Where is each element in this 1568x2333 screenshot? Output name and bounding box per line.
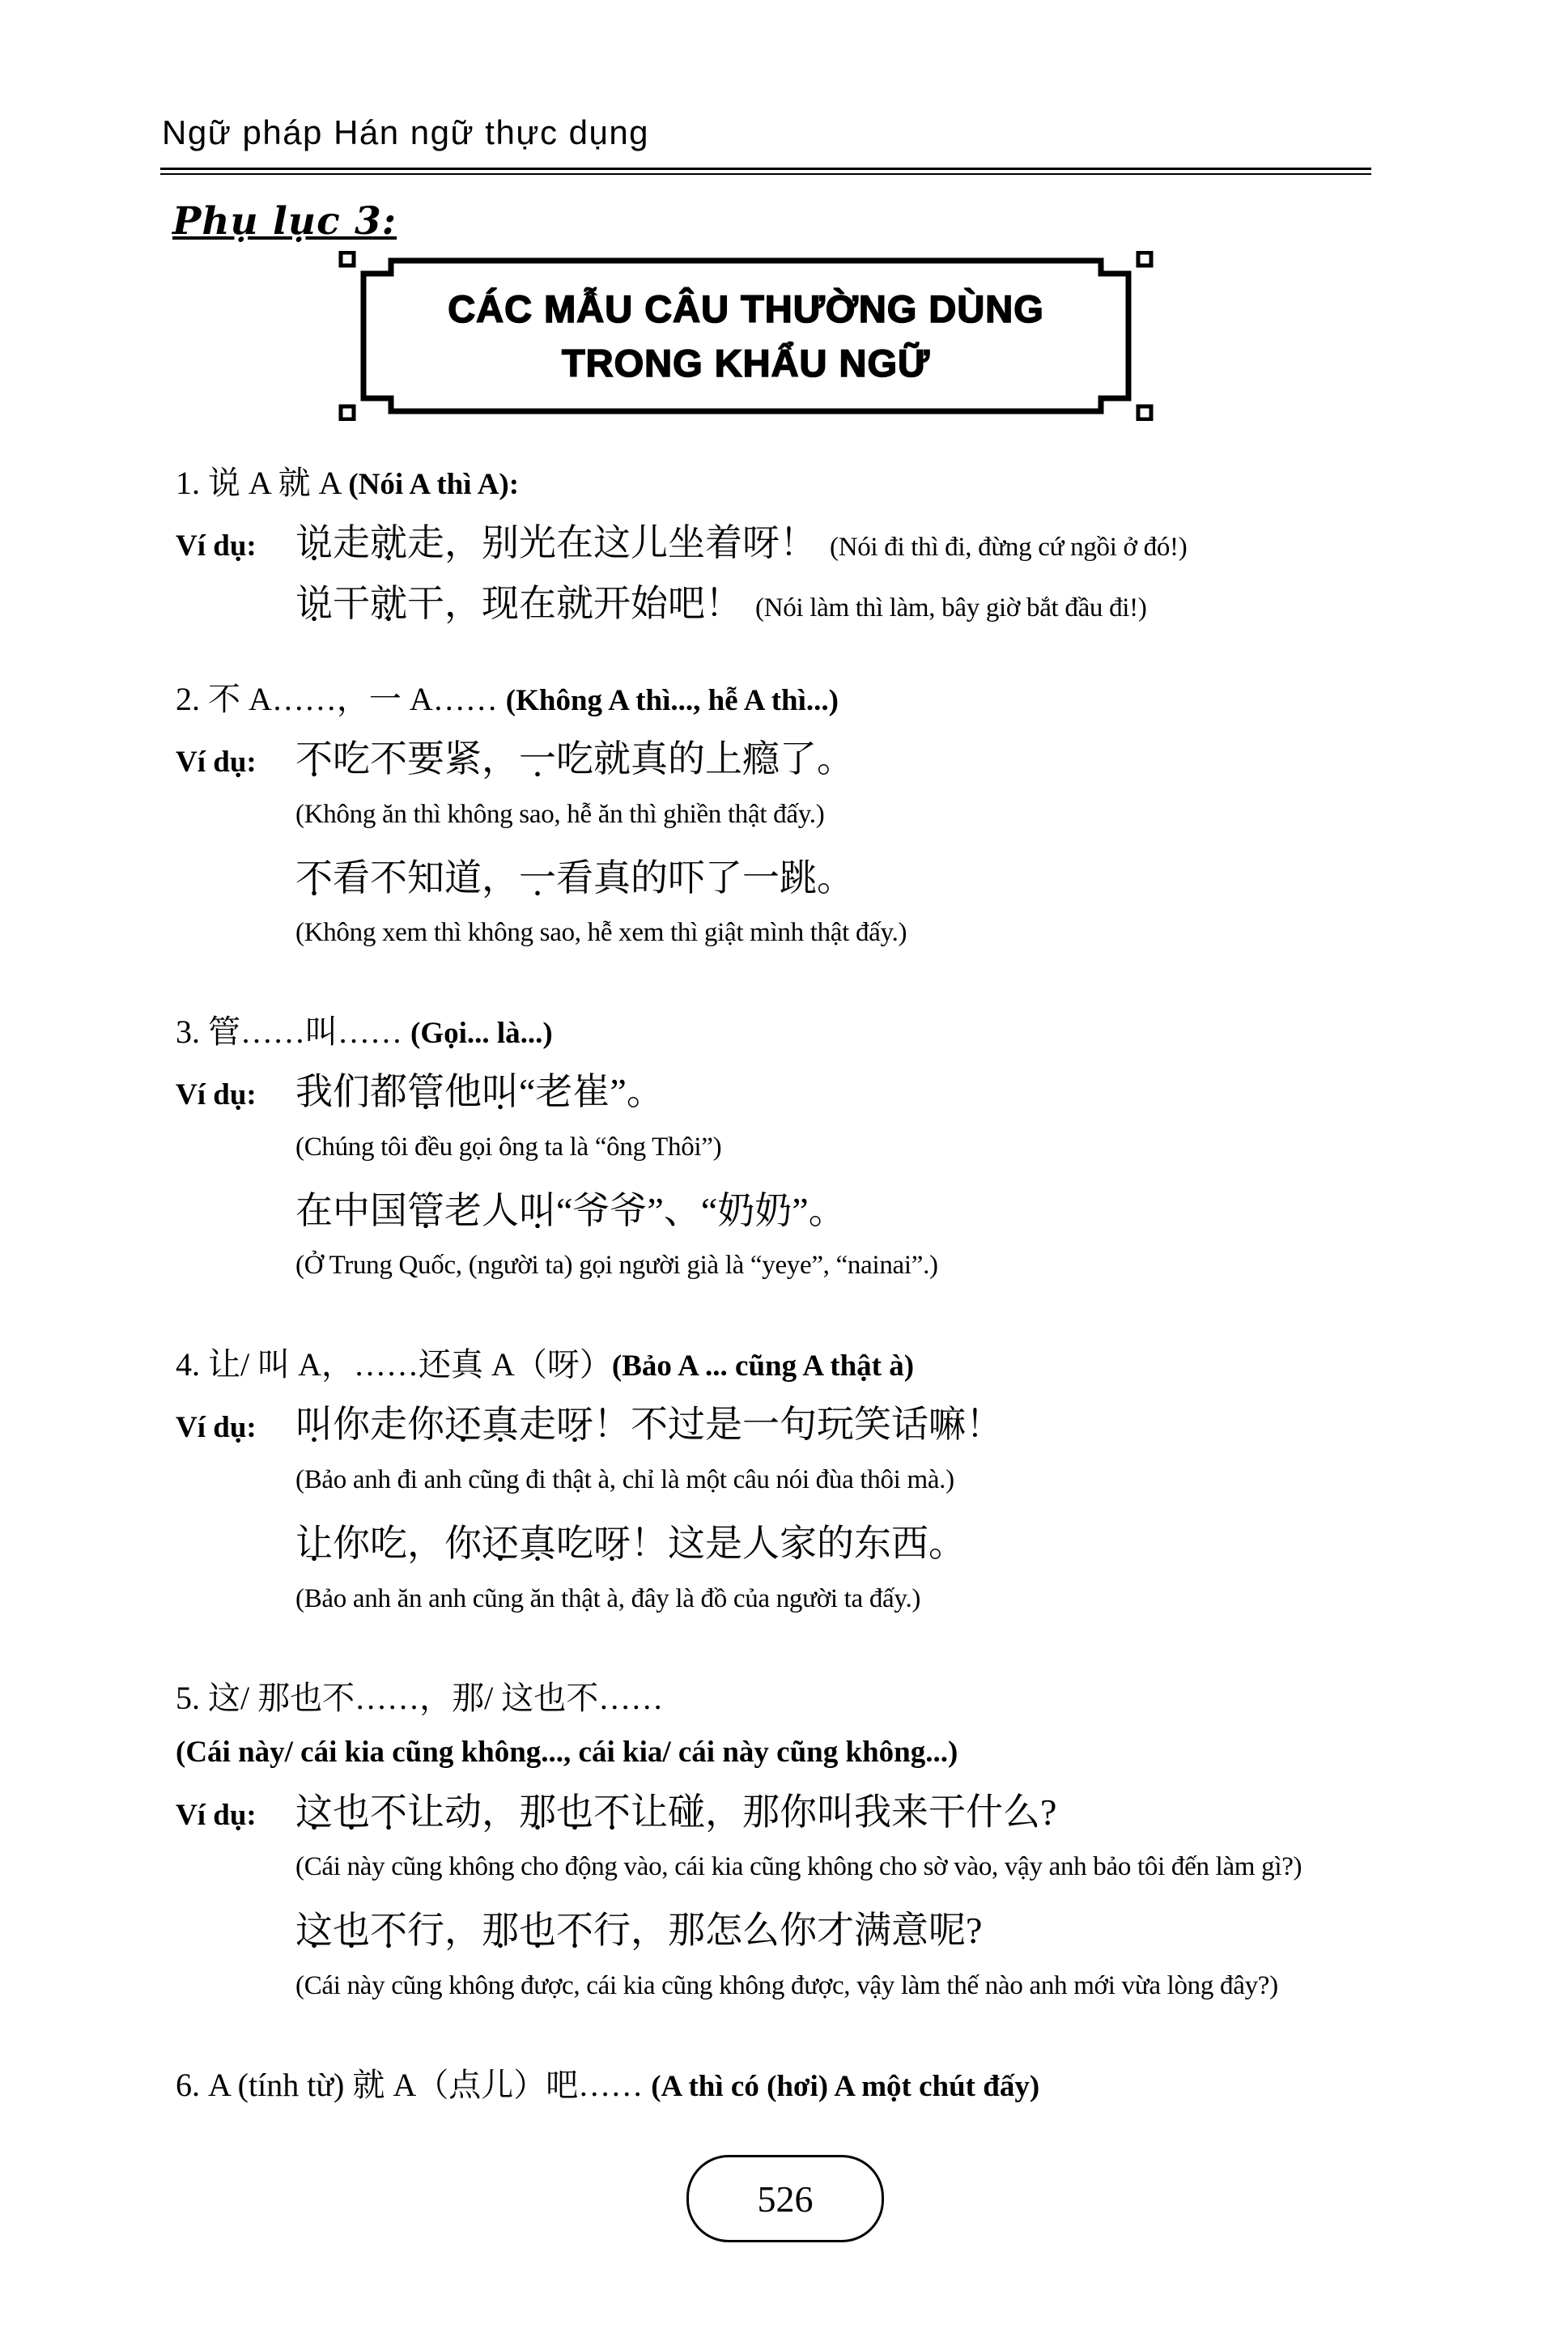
pattern-vietnamese: (Bảo A ... cũng A thật à) [611, 1349, 915, 1383]
pattern-vietnamese: (Nói A thì A): [348, 468, 520, 501]
character: 看 [333, 856, 370, 899]
example-label: Ví dụ: [176, 1078, 257, 1112]
emphasized-character: 真 ● [519, 1523, 556, 1564]
character: 什 [966, 1791, 1003, 1833]
character: 行 [593, 1910, 631, 1952]
character: 走 [333, 522, 370, 563]
emphasized-character: 也 ● [333, 1910, 370, 1951]
pattern-chinese: 管……叫…… [208, 1014, 410, 1051]
vietnamese-translation: (Không ăn thì không sao, hễ ăn thì ghiền thật đấy.) [295, 799, 825, 829]
character: ， [631, 1910, 668, 1952]
character: 紧 [444, 738, 482, 780]
character: 人 [742, 1523, 780, 1565]
emphasized-character: 也 ● [519, 1910, 556, 1951]
example-row [176, 1395, 1473, 1455]
vietnamese-translation: (Không xem thì không sao, hễ xem thì giật mình thật đấy.) [295, 918, 907, 948]
character: ！ [631, 1523, 668, 1565]
character: 们 [333, 1071, 370, 1113]
character: 光 [519, 522, 556, 563]
character: 动 [444, 1791, 482, 1833]
character: 不 [631, 1404, 668, 1446]
vietnamese-translation: (Bảo anh đi anh cũng đi thật à, chỉ là một câu nói đùa thôi mà.) [295, 1464, 954, 1494]
emphasized-character: 管 ● [407, 1071, 444, 1112]
pattern-chinese: 不 A……，一 A…… [208, 681, 506, 718]
character: ！ [966, 1404, 1003, 1446]
character: 始 [631, 582, 668, 624]
character: 过 [668, 1404, 705, 1446]
character: 着 [705, 522, 742, 563]
character: 、 [663, 1189, 701, 1231]
header-rule [160, 168, 1371, 175]
character: 儿 [631, 522, 668, 563]
pattern-heading [176, 1673, 1473, 1723]
emphasized-character: 也 ● [556, 1791, 593, 1833]
character: 你 [780, 1910, 817, 1952]
pattern-heading [176, 458, 1473, 508]
character: 就 [556, 582, 593, 624]
pattern-chinese: 说 A 就 A [208, 465, 349, 501]
character: 瘾 [742, 738, 780, 780]
character: 开 [593, 582, 631, 624]
emphasized-character: 那 ● [482, 1910, 519, 1951]
page-number-badge [686, 2155, 884, 2242]
character: 吃 [370, 1523, 407, 1565]
pattern-vietnamese-line: (Cái này/ cái kia cũng không..., cái kia/ cái này cũng không...) [176, 1735, 958, 1769]
emphasized-character: 说 ● [295, 583, 333, 624]
translation-row [176, 1241, 1473, 1299]
character: ， [407, 1523, 444, 1565]
character: 这 [593, 522, 631, 563]
character: 你 [333, 1404, 370, 1446]
example-row [176, 848, 1473, 909]
vietnamese-translation: (Nói đi thì đi, đừng cứ ngồi ở đó!) [830, 533, 1188, 562]
emphasized-character: 就 ● [370, 583, 407, 624]
character: 吃 [556, 738, 593, 780]
character: 看 [556, 856, 593, 899]
emphasized-character: 叫 ● [519, 1190, 556, 1231]
character: 家 [780, 1523, 817, 1565]
character: 奶 [754, 1189, 792, 1231]
pattern-number: 3. [176, 1014, 200, 1051]
character: 让 [407, 1791, 444, 1833]
emphasized-character: 也 ● [333, 1791, 370, 1833]
pattern-item [176, 674, 1473, 967]
pattern-number: 5. [176, 1679, 200, 1716]
character: ， [444, 1910, 482, 1952]
character: ！ [780, 522, 817, 563]
character: 人 [482, 1189, 519, 1231]
character: 怎 [705, 1910, 742, 1952]
pattern-item [176, 1340, 1473, 1632]
page-number: 526 [757, 2178, 814, 2220]
character: 要 [407, 738, 444, 780]
character: 干 [333, 582, 370, 624]
character: 满 [854, 1910, 891, 1952]
character: 碰 [668, 1791, 705, 1833]
character: 。 [817, 738, 854, 780]
translation-row [176, 1123, 1473, 1181]
example-label: Ví dụ: [176, 1798, 257, 1832]
chinese-example [295, 513, 1473, 574]
character: 坐 [668, 522, 705, 563]
pattern-heading [176, 2060, 1473, 2110]
emphasized-character: 还 ● [444, 1404, 482, 1445]
character: 道 [444, 856, 482, 899]
emphasized-character: 那 ● [519, 1791, 556, 1833]
character: 现 [482, 582, 519, 624]
emphasized-character: 叫 ● [295, 1404, 333, 1445]
character: 吓 [668, 856, 705, 899]
example-row [176, 574, 1473, 635]
example-row [176, 1783, 1473, 1843]
character: 是 [705, 1523, 742, 1565]
pattern-heading [176, 1007, 1473, 1057]
character: 话 [891, 1404, 928, 1446]
pattern-item [176, 1007, 1473, 1299]
character: 上 [705, 738, 742, 780]
character: ? [966, 1910, 983, 1952]
vietnamese-translation: (Cái này cũng không cho động vào, cái kia cũng không cho sờ vào, vậy anh bảo tôi đến làm gì?) [295, 1852, 1302, 1882]
character: ！ [705, 582, 742, 624]
character: 爷 [610, 1189, 648, 1231]
character: 不 [370, 738, 407, 780]
character: 呢 [928, 1910, 966, 1952]
emphasized-character: 不 ● [370, 1910, 407, 1951]
appendix-label: Phụ lục 3: [172, 199, 397, 244]
chinese-example [295, 1783, 1473, 1843]
emphasized-character: 一 ● [519, 857, 556, 899]
character: 这 [668, 1523, 705, 1565]
character: 句 [780, 1404, 817, 1446]
character: 行 [407, 1910, 444, 1952]
vietnamese-translation: (Cái này cũng không được, cái kia cũng không được, vậy làm thế nào anh mới vừa lòng đây?) [295, 1971, 1278, 2000]
character: 。 [808, 1189, 846, 1231]
character: 不 [370, 856, 407, 899]
emphasized-character: 不 ● [295, 857, 333, 899]
character: 干 [928, 1791, 966, 1833]
pattern-number: 1. [176, 465, 200, 501]
vietnamese-translation: (Nói làm thì làm, bây giờ bắt đầu đi!) [755, 593, 1147, 623]
emphasized-character: 让 ● [295, 1523, 333, 1564]
character: 。 [817, 856, 854, 899]
emphasized-character: 管 ● [407, 1190, 444, 1231]
chinese-example [295, 1395, 1473, 1455]
box-title [334, 251, 1158, 421]
character: 你 [333, 1523, 370, 1565]
emphasized-character: 不 ● [370, 1791, 407, 1833]
character: 我 [295, 1071, 333, 1113]
character: ， [705, 1791, 742, 1833]
example-row [176, 729, 1473, 790]
emphasized-character: 不 ● [593, 1791, 631, 1833]
character: 国 [370, 1189, 407, 1231]
character: 崔 [572, 1071, 610, 1113]
character: 你 [407, 1404, 444, 1446]
character: 么 [1003, 1791, 1040, 1833]
example-label: Ví dụ: [176, 529, 257, 563]
character: ” [610, 1071, 627, 1113]
character: 老 [535, 1071, 573, 1113]
character: ， [444, 522, 482, 563]
emphasized-character: 说 ● [295, 522, 333, 563]
box-title-line2: TRONG KHẨU NGỮ [561, 342, 931, 385]
emphasized-character: 真 ● [482, 1404, 519, 1445]
character: 走 [407, 522, 444, 563]
pattern-list [176, 458, 1473, 2151]
vietnamese-translation: (Ở Trung Quốc, (người ta) gọi người già là “yeye”, “nainai”.) [295, 1251, 938, 1281]
example-row [176, 1062, 1473, 1123]
character: 都 [370, 1071, 407, 1113]
character: 在 [556, 522, 593, 563]
pattern-heading [176, 1340, 1473, 1390]
character: 吃 [333, 738, 370, 780]
character: 的 [817, 1523, 854, 1565]
character: “ [519, 1071, 536, 1113]
emphasized-character: 就 ● [370, 522, 407, 563]
character: 干 [407, 582, 444, 624]
example-row [176, 1181, 1473, 1242]
emphasized-character: 叫 ● [482, 1071, 519, 1112]
character: 玩 [817, 1404, 854, 1446]
translation-row [176, 1574, 1473, 1633]
box-title-line1: CÁC MẪU CÂU THƯỜNG DÙNG [448, 287, 1044, 330]
character: 爷 [572, 1189, 610, 1231]
character: 吃 [556, 1523, 593, 1565]
character: 的 [668, 738, 705, 780]
example-row [176, 513, 1473, 574]
emphasized-character: 呀 ● [593, 1523, 631, 1564]
character: 笑 [854, 1404, 891, 1446]
character: 知 [407, 856, 444, 899]
character: 来 [891, 1791, 928, 1833]
translation-row [176, 1961, 1473, 2020]
pattern-chinese: A (tính từ) 就 A（点儿）吧…… [208, 2067, 652, 2104]
character: 别 [482, 522, 519, 563]
vietnamese-translation: (Bảo anh ăn anh cũng ăn thật à, đây là đồ của người ta đấy.) [295, 1583, 921, 1613]
character: 老 [444, 1189, 482, 1231]
character: 。 [626, 1071, 664, 1113]
example-row [176, 1901, 1473, 1961]
running-header: Ngữ pháp Hán ngữ thực dụng [162, 113, 650, 151]
character: “ [556, 1189, 573, 1231]
emphasized-character: 一 ● [519, 738, 556, 780]
chinese-example [295, 1181, 1473, 1242]
pattern-number: 6. [176, 2067, 200, 2104]
character: ， [444, 582, 482, 624]
translation-row [176, 1842, 1473, 1901]
chinese-example [295, 574, 1473, 635]
character: 的 [631, 856, 668, 899]
chinese-example [295, 1514, 1473, 1574]
character: 那 [742, 1791, 780, 1833]
vietnamese-translation: (Chúng tôi đều gọi ông ta là “ông Thôi”) [295, 1132, 722, 1162]
emphasized-character: 呀 ● [556, 1404, 593, 1445]
character: 在 [295, 1189, 333, 1231]
pattern-number: 4. [176, 1346, 200, 1383]
pattern-vietnamese: (Gọi... là...) [410, 1017, 553, 1051]
character: 一 [742, 1404, 780, 1446]
character: 嘛 [928, 1404, 966, 1446]
emphasized-character: 不 ● [556, 1910, 593, 1951]
emphasized-character: 这 ● [295, 1791, 333, 1833]
character: 那 [668, 1910, 705, 1952]
character: ， [482, 856, 519, 899]
character: 是 [705, 1404, 742, 1446]
example-row [176, 1514, 1473, 1574]
character: ！ [593, 1404, 631, 1446]
character: ” [792, 1189, 809, 1231]
example-label: Ví dụ: [176, 746, 257, 780]
character: 跳 [780, 856, 817, 899]
chinese-example [295, 1901, 1473, 1961]
character: 就 [593, 738, 631, 780]
pattern-chinese: 让/ 叫 A，……还真 A（呀） [208, 1346, 612, 1383]
chinese-example [295, 729, 1473, 790]
character: “ [700, 1189, 718, 1231]
character: 了 [705, 856, 742, 899]
character: 吧 [668, 582, 705, 624]
character: 中 [333, 1189, 370, 1231]
pattern-chinese: 这/ 那也不……，那/ 这也不…… [208, 1679, 664, 1716]
pattern-item [176, 1673, 1473, 2020]
character: 真 [631, 738, 668, 780]
emphasized-character: 不 ● [295, 738, 333, 780]
pattern-item [176, 458, 1473, 634]
character: 一 [742, 856, 780, 899]
character: 走 [519, 1404, 556, 1446]
character: ， [482, 1791, 519, 1833]
character: 走 [370, 1404, 407, 1446]
example-label: Ví dụ: [176, 1411, 257, 1445]
character: 你 [444, 1523, 482, 1565]
character: 在 [519, 582, 556, 624]
character: 。 [928, 1523, 966, 1565]
character: ” [647, 1189, 664, 1231]
pattern-vietnamese: (A thì có (hơi) A một chút đấy) [651, 2070, 1040, 2104]
translation-row [176, 790, 1473, 848]
character: 让 [631, 1791, 668, 1833]
character: 他 [444, 1071, 482, 1113]
emphasized-character: 这 ● [295, 1910, 333, 1951]
character: 西 [891, 1523, 928, 1565]
pattern-number: 2. [176, 681, 200, 718]
translation-row [176, 1455, 1473, 1514]
translation-row [176, 908, 1473, 967]
character: ? [1040, 1791, 1057, 1833]
character: 奶 [717, 1189, 755, 1231]
character: 我 [854, 1791, 891, 1833]
pattern-heading [176, 674, 1473, 725]
chinese-example [295, 1062, 1473, 1123]
character: 呀 [742, 522, 780, 563]
character: 真 [593, 856, 631, 899]
title-box [334, 251, 1158, 421]
character: 么 [742, 1910, 780, 1952]
character: 了 [780, 738, 817, 780]
pattern-vietnamese: (Không A thì..., hễ A thì...) [505, 684, 839, 718]
character: 你 [780, 1791, 817, 1833]
character: 意 [891, 1910, 928, 1952]
character: 叫 [817, 1791, 854, 1833]
character: 才 [817, 1910, 854, 1952]
pattern-item [176, 2060, 1473, 2110]
character: 东 [854, 1523, 891, 1565]
character: ， [482, 738, 519, 780]
chinese-example [295, 848, 1473, 909]
emphasized-character: 还 ● [482, 1523, 519, 1564]
